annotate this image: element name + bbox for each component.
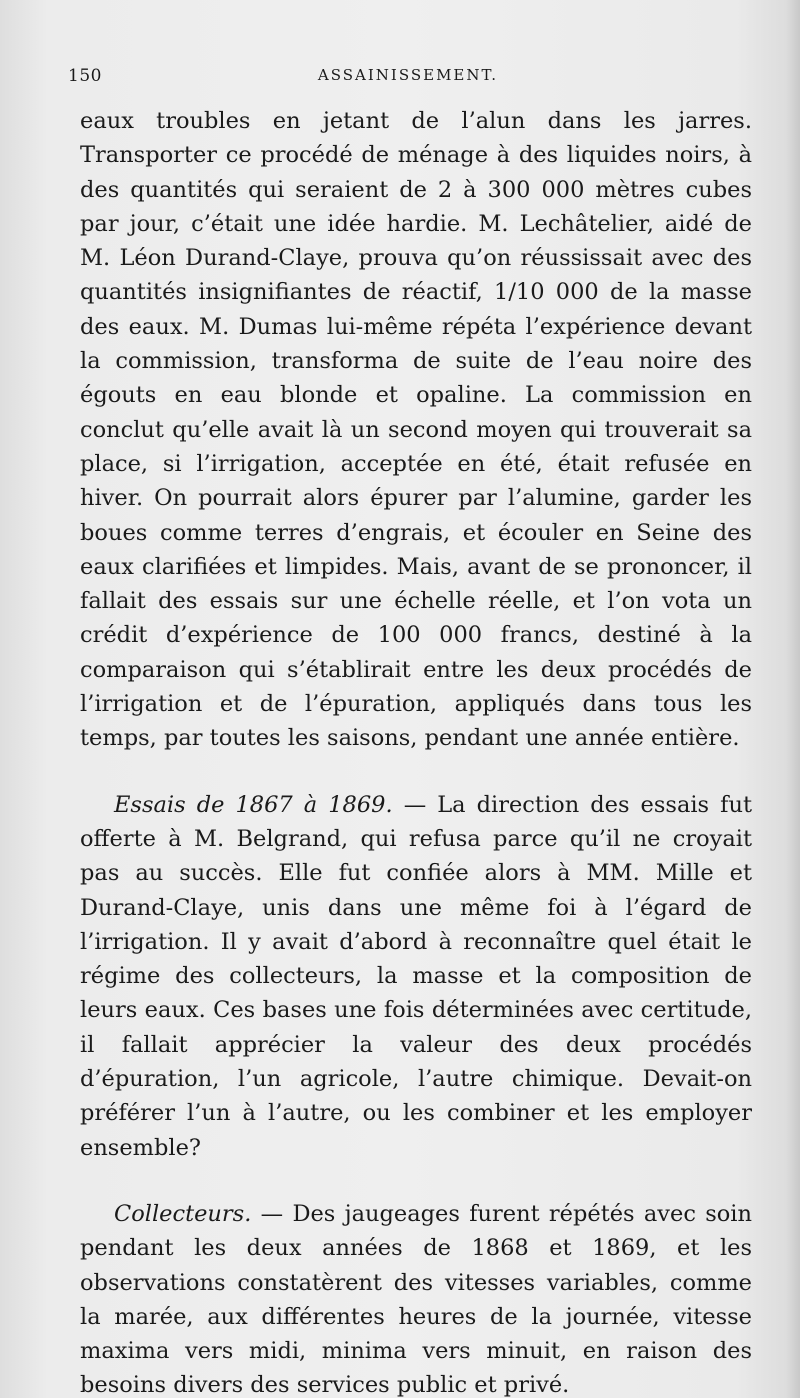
paragraph-text: eaux troubles en jetant de l’alun dans les jarres. Transporter ce procédé de ménage à des liquides noirs, à des quantités qui seraient de 2 à 300 000 mètres cubes par jour, c’était une idée hardie. M. Lechâtelier, aidé de M. Léon Durand-Claye, prouva qu’on réussissait avec des quantités insignifiantes de réactif, 1/10 000 de la masse des eaux. M. Dumas lui-même répéta l’expérience devant la commission, transforma de suite de l’eau noire des égouts en eau blonde et opaline. La commission en conclut qu’elle avait là un second moyen qui trouverait sa place, si l’irrigation, acceptée en été, était refusée en hiver. On pourrait alors épurer par l’alumine, garder les boues comme terres d’engrais, et écouler en Seine des eaux clarifiées et limpides. Mais, avant de se prononcer, il fallait des essais sur une échelle réelle, et l’on vota un crédit d’expérience de 100 000 francs, destiné à la comparaison qui s’établirait entre les deux procédés de l’irrigation et de l’épuration, appliqués dans tous les temps, par toutes les saisons, pendant une année entière. [80,108,752,752]
paragraph-collecteurs [80,1197,752,1398]
paragraph-text: — Des jaugeages furent répétés avec soin pendant les deux années de 1868 et 1869, et les observations constatèrent des vitesses variables, comme la marée, aux différentes heures de la journée, vitesse maxima vers midi, minima vers minuit, en raison des besoins divers des services public et privé. [80,1200,752,1398]
paragraph-essais [80,788,752,1165]
page-edge-shadow [786,0,800,1398]
section-heading-essais: Essais de 1867 à 1869. [114,791,393,818]
paragraph-continuation [80,104,752,756]
section-heading-collecteurs: Collecteurs. [114,1200,252,1227]
running-title: ASSAINISSEMENT. [317,66,499,84]
body-text [80,104,752,1398]
page-number: 150 [68,66,102,86]
running-head [68,66,748,90]
paragraph-text: — La direction des essais fut offerte à M. Belgrand, qui refusa parce qu’il ne croyait pas au succès. Elle fut confiée alors à MM. Mille et Durand-Claye, unis dans une même foi à l’égard de l’irrigation. Il y avait d’abord à reconnaître quel était le régime des collecteurs, la masse et la composition de leurs eaux. Ces bases une fois déterminées avec certitude, il fallait apprécier la valeur des deux procédés d’épuration, l’un agricole, l’autre chimique. Devait-on préférer l’un à l’autre, ou les combiner et les employer ensemble? [80,791,752,1161]
